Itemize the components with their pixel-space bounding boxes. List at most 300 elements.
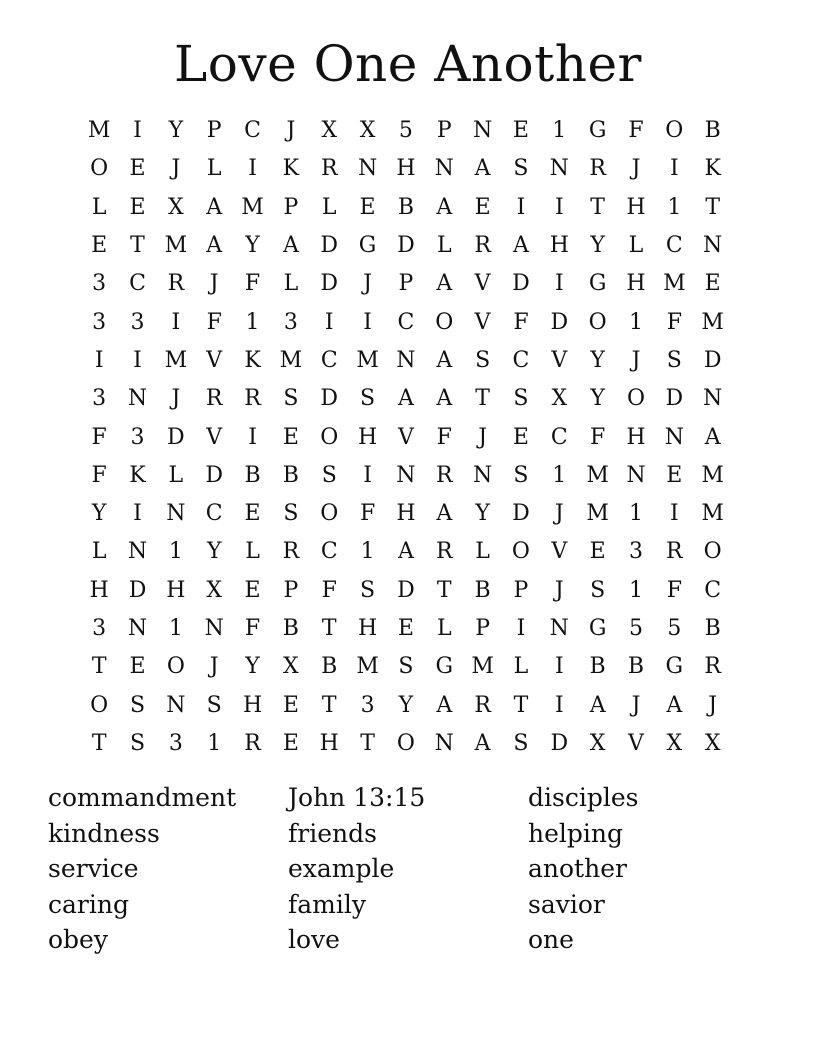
grid-letter: I [554, 692, 564, 718]
grid-letter: D [128, 577, 147, 603]
grid-letter: A [206, 194, 223, 220]
grid-letter: T [475, 386, 490, 412]
grid-letter: E [704, 271, 721, 297]
grid-letter: 5 [628, 616, 643, 641]
grid-letter: J [209, 271, 219, 297]
grid-letter: B [244, 462, 261, 488]
grid-letter: E [589, 539, 606, 565]
grid-letter: 5 [667, 616, 682, 641]
grid-letter: X [704, 730, 721, 756]
word-list-item: disciples [528, 783, 639, 812]
grid-letter: O [320, 501, 339, 527]
grid-letter: Y [168, 118, 184, 144]
grid-letter: 3 [360, 692, 375, 718]
grid-letter: X [206, 577, 223, 603]
grid-row [80, 342, 732, 380]
grid-letter: D [320, 233, 339, 259]
grid-letter: A [436, 347, 453, 373]
grid-letter: L [628, 233, 644, 259]
grid-letter: T [91, 654, 107, 680]
grid-letter: J [631, 347, 641, 373]
grid-letter: K [129, 462, 146, 488]
grid-letter: O [665, 118, 684, 144]
grid-letter: T [91, 730, 107, 756]
grid-letter: 3 [130, 424, 145, 450]
grid-letter: 3 [130, 309, 145, 335]
grid-letter: R [435, 462, 453, 488]
word-list-item: service [48, 854, 139, 884]
grid-letter: D [512, 501, 530, 527]
grid-letter: 1 [667, 194, 682, 220]
word-list-item: love [288, 925, 340, 955]
grid-letter: I [516, 194, 526, 220]
grid-letter: O [320, 424, 339, 450]
word-list-item: example [288, 854, 395, 884]
grid-letter: E [512, 118, 529, 144]
grid-letter: V [206, 424, 223, 450]
grid-row [80, 303, 732, 341]
grid-letter: F [244, 271, 261, 297]
grid-letter: K [282, 156, 300, 182]
grid-letter: N [434, 156, 454, 182]
grid-letter: D [397, 233, 415, 259]
grid-letter: M [356, 347, 379, 373]
grid-letter: X [321, 118, 338, 144]
grid-letter: H [549, 233, 569, 259]
grid-letter: B [704, 616, 721, 641]
grid-letter: P [283, 194, 299, 220]
grid-letter: N [127, 386, 148, 412]
grid-letter: N [664, 424, 684, 450]
grid-letter: C [320, 539, 338, 565]
grid-letter: S [513, 730, 529, 756]
grid-letter: A [436, 386, 453, 412]
grid-letter: P [398, 271, 414, 297]
grid-letter: R [666, 539, 683, 565]
word-list [48, 780, 768, 958]
grid-letter: F [436, 424, 452, 450]
grid-letter: S [206, 692, 222, 718]
grid-letter: F [91, 462, 107, 488]
grid-letter: I [554, 271, 564, 297]
grid-letter: Y [590, 347, 605, 373]
grid-letter: C [665, 233, 683, 259]
grid-letter: S [513, 462, 529, 488]
grid-letter: 3 [92, 616, 107, 641]
grid-letter: M [241, 194, 264, 220]
grid-letter: A [397, 386, 414, 412]
word-list-item: kindness [48, 818, 160, 848]
grid-letter: H [396, 501, 416, 527]
grid-letter: Y [245, 233, 260, 259]
grid-letter: X [359, 118, 376, 144]
grid-letter: I [516, 616, 526, 641]
grid-letter: J [554, 577, 564, 603]
grid-letter: H [626, 271, 646, 297]
grid-letter: H [396, 156, 416, 182]
grid-letter: F [590, 424, 606, 450]
grid-letter: K [244, 347, 261, 373]
grid-letter: S [398, 654, 414, 680]
grid-letter: E [244, 501, 261, 527]
grid-letter: V [551, 347, 568, 373]
grid-letter: L [321, 194, 337, 220]
grid-letter: N [204, 616, 224, 641]
grid-letter: D [550, 309, 569, 335]
grid-letter: B [589, 654, 606, 680]
grid-row [80, 189, 732, 227]
grid-letter: Y [245, 654, 260, 680]
word-list-item: family [288, 889, 366, 919]
grid-letter: S [283, 501, 299, 527]
grid-letter: I [133, 501, 142, 527]
word-list-item: caring [48, 889, 129, 919]
grid-row [80, 686, 732, 724]
grid-letter: E [129, 654, 146, 680]
grid-letter: D [550, 730, 569, 756]
grid-letter: R [474, 692, 491, 718]
grid-letter: R [704, 654, 721, 680]
grid-letter: F [91, 424, 107, 450]
grid-letter: J [209, 654, 219, 680]
grid-letter: E [91, 233, 108, 259]
grid-letter: L [168, 462, 184, 488]
grid-letter: Y [206, 539, 222, 565]
grid-letter: M [586, 501, 609, 527]
grid-letter: I [363, 309, 372, 335]
grid-letter: L [245, 539, 260, 565]
grid-letter: A [436, 194, 453, 220]
grid-letter: B [397, 194, 414, 220]
grid-letter: L [436, 233, 452, 259]
grid-letter: Y [590, 386, 605, 412]
grid-row [80, 380, 732, 418]
grid-letter: E [282, 730, 299, 756]
grid-letter: 3 [92, 309, 107, 335]
grid-row [80, 572, 732, 610]
grid-letter: I [94, 347, 104, 373]
grid-letter: J [171, 386, 181, 412]
grid-letter: C [550, 424, 568, 450]
grid-letter: I [363, 462, 372, 488]
grid-letter: A [282, 233, 299, 259]
grid-letter: G [588, 271, 607, 297]
grid-letter: D [167, 424, 185, 450]
grid-letter: F [359, 501, 376, 527]
grid-row [80, 533, 732, 571]
grid-letter: T [360, 730, 375, 756]
grid-letter: H [89, 577, 109, 603]
word-list-item: obey [48, 925, 108, 955]
grid-letter: L [283, 271, 299, 297]
grid-letter: V [628, 730, 644, 756]
grid-letter: S [129, 730, 146, 756]
grid-row [80, 265, 732, 303]
grid-letter: G [588, 118, 607, 144]
grid-letter: I [669, 156, 679, 182]
grid-letter: H [242, 692, 263, 718]
grid-letter: R [167, 271, 185, 297]
grid-letter: O [166, 654, 185, 680]
grid-letter: A [704, 424, 721, 450]
grid-letter: J [631, 692, 641, 718]
grid-letter: X [168, 194, 184, 220]
grid-row [80, 610, 732, 648]
grid-letter: 1 [552, 118, 567, 144]
grid-row [80, 725, 732, 763]
grid-letter: J [631, 156, 641, 182]
grid-letter: T [321, 616, 337, 641]
grid-letter: X [283, 654, 299, 680]
grid-letter: G [665, 654, 684, 680]
grid-letter: E [129, 156, 146, 182]
grid-letter: N [703, 233, 723, 259]
grid-letter: N [549, 156, 569, 182]
grid-letter: J [554, 501, 564, 527]
grid-letter: P [513, 577, 529, 603]
grid-letter: F [206, 309, 222, 335]
grid-letter: J [171, 156, 181, 182]
grid-letter: V [206, 347, 223, 373]
grid-letter: Y [475, 501, 490, 527]
word-list-item: another [528, 854, 627, 884]
grid-letter: F [244, 616, 261, 641]
grid-letter: L [436, 616, 452, 641]
grid-letter: O [396, 730, 415, 756]
grid-letter: N [166, 692, 186, 718]
grid-letter: N [472, 462, 493, 488]
grid-letter: E [359, 194, 376, 220]
grid-letter: J [708, 692, 718, 718]
grid-letter: X [666, 730, 683, 756]
grid-letter: V [474, 271, 491, 297]
grid-row [80, 112, 732, 150]
grid-letter: T [590, 194, 605, 220]
grid-letter: B [321, 654, 338, 680]
grid-letter: O [90, 692, 109, 718]
grid-letter: H [626, 424, 646, 450]
grid-letter: E [512, 424, 529, 450]
grid-letter: T [130, 233, 145, 259]
grid-letter: D [703, 347, 722, 373]
grid-letter: J [478, 424, 488, 450]
grid-letter: 1 [207, 730, 222, 756]
grid-letter: N [127, 616, 148, 641]
grid-letter: D [512, 271, 530, 297]
word-list-item: commandment [48, 783, 237, 812]
word-list-item: one [528, 925, 574, 955]
grid-letter: S [360, 577, 376, 603]
grid-letter: S [283, 386, 299, 412]
grid-letter: P [206, 118, 222, 144]
grid-letter: M [164, 347, 188, 373]
grid-letter: 3 [168, 730, 183, 756]
grid-letter: A [436, 692, 453, 718]
grid-letter: F [513, 309, 529, 335]
grid-letter: C [205, 501, 223, 527]
grid-row [80, 457, 732, 495]
grid-letter: E [244, 577, 261, 603]
grid-letter: T [436, 577, 452, 603]
grid-letter: O [588, 309, 607, 335]
grid-letter: 3 [283, 309, 298, 335]
grid-letter: P [475, 616, 491, 641]
grid-letter: M [279, 347, 303, 373]
grid-letter: N [549, 616, 569, 641]
grid-letter: C [704, 577, 722, 603]
grid-letter: C [397, 309, 415, 335]
grid-letter: I [133, 347, 142, 373]
grid-letter: 1 [168, 616, 183, 641]
grid-letter: V [474, 309, 491, 335]
word-list-item: friends [288, 818, 377, 848]
grid-letter: I [133, 118, 142, 144]
grid-letter: A [436, 271, 453, 297]
grid-letter: G [435, 654, 454, 680]
grid-letter: S [513, 386, 529, 412]
grid-letter: H [626, 194, 646, 220]
grid-letter: V [551, 539, 568, 565]
word-list-item: helping [528, 818, 623, 848]
grid-letter: I [554, 654, 564, 680]
grid-letter: A [206, 233, 223, 259]
grid-letter: K [704, 156, 721, 182]
grid-letter: F [321, 577, 337, 603]
grid-letter: D [665, 386, 684, 412]
grid-letter: B [474, 577, 491, 603]
grid-letter: F [628, 118, 644, 144]
grid-row [80, 418, 732, 456]
grid-letter: O [626, 386, 645, 412]
grid-row [80, 495, 732, 533]
grid-letter: C [129, 271, 146, 297]
grid-row [80, 648, 732, 686]
grid-letter: 3 [92, 271, 107, 297]
grid-letter: V [397, 424, 414, 450]
grid-letter: I [669, 501, 679, 527]
grid-letter: N [396, 462, 416, 488]
page-title: Love One Another [174, 35, 642, 93]
word-list-item: savior [528, 889, 605, 919]
grid-letter: G [588, 616, 607, 641]
grid-letter: X [551, 386, 568, 412]
grid-letter: M [471, 654, 494, 680]
grid-letter: M [87, 118, 111, 144]
grid-letter: E [666, 462, 683, 488]
grid-letter: B [704, 118, 721, 144]
grid-letter: A [474, 730, 491, 756]
grid-letter: C [320, 347, 338, 373]
grid-letter: D [397, 577, 415, 603]
grid-letter: L [513, 654, 529, 680]
grid-letter: 1 [360, 539, 375, 565]
grid-letter: E [474, 194, 491, 220]
grid-letter: N [166, 501, 186, 527]
grid-letter: X [589, 730, 606, 756]
grid-letter: S [666, 347, 682, 373]
grid-letter: M [356, 654, 379, 680]
grid-letter: D [320, 386, 339, 412]
grid-letter: R [589, 156, 606, 182]
grid-letter: E [397, 616, 414, 641]
grid-letter: O [90, 156, 109, 182]
grid-letter: P [436, 118, 452, 144]
grid-letter: I [171, 309, 181, 335]
letter-grid [80, 112, 732, 763]
grid-letter: N [434, 730, 454, 756]
grid-letter: F [666, 309, 682, 335]
grid-letter: A [397, 539, 414, 565]
grid-letter: R [320, 156, 338, 182]
grid-letter: M [663, 271, 686, 297]
grid-letter: S [360, 386, 376, 412]
grid-letter: I [248, 156, 257, 182]
grid-letter: T [513, 692, 529, 718]
grid-letter: O [435, 309, 454, 335]
grid-letter: R [205, 386, 223, 412]
grid-letter: S [321, 462, 337, 488]
grid-letter: A [436, 501, 453, 527]
grid-letter: R [474, 233, 491, 259]
grid-letter: O [703, 539, 722, 565]
grid-letter: J [363, 271, 372, 297]
grid-letter: R [282, 539, 300, 565]
grid-letter: T [321, 692, 337, 718]
grid-letter: Y [398, 692, 414, 718]
grid-letter: A [666, 692, 683, 718]
grid-letter: H [357, 424, 378, 450]
grid-letter: M [701, 309, 724, 335]
grid-letter: N [472, 118, 493, 144]
grid-letter: N [626, 462, 646, 488]
grid-letter: C [244, 118, 261, 144]
grid-letter: N [127, 539, 148, 565]
grid-letter: E [282, 424, 299, 450]
grid-letter: T [705, 194, 721, 220]
grid-letter: E [282, 692, 299, 718]
grid-letter: S [513, 156, 529, 182]
grid-letter: B [627, 654, 645, 680]
grid-letter: J [286, 118, 296, 144]
grid-letter: 5 [398, 118, 413, 144]
grid-letter: N [703, 386, 723, 412]
grid-letter: I [248, 424, 257, 450]
grid-letter: R [435, 539, 453, 565]
grid-letter: 1 [628, 309, 643, 335]
grid-letter: 3 [92, 386, 107, 412]
grid-letter: L [206, 156, 222, 182]
grid-letter: N [396, 347, 416, 373]
grid-letter: D [205, 462, 224, 488]
grid-letter: B [282, 616, 299, 641]
grid-letter: E [129, 194, 146, 220]
grid-letter: H [166, 577, 186, 603]
grid-letter: N [357, 156, 378, 182]
grid-letter: I [324, 309, 334, 335]
grid-letter: D [320, 271, 339, 297]
grid-letter: A [474, 156, 491, 182]
grid-letter: S [475, 347, 491, 373]
grid-letter: A [589, 692, 606, 718]
grid-letter: S [590, 577, 606, 603]
grid-letter: M [164, 233, 188, 259]
grid-letter: M [586, 462, 609, 488]
grid-letter: O [511, 539, 530, 565]
grid-letter: R [244, 386, 261, 412]
grid-letter: H [319, 730, 339, 756]
grid-letter: 1 [168, 539, 183, 565]
grid-letter: H [357, 616, 378, 641]
